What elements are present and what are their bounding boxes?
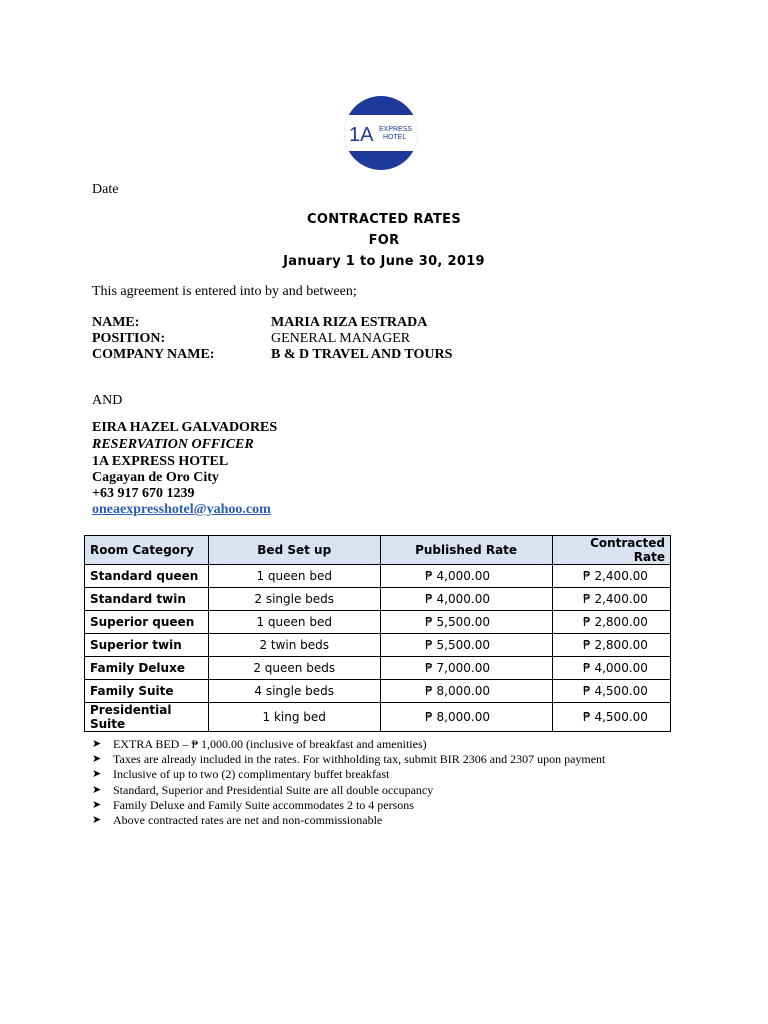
arrowhead-bullet-icon: ➤ [92,783,102,796]
bed-setup-cell: 1 king bed [208,703,380,732]
table-row [85,680,671,703]
currency-symbol: ₱ [583,710,591,724]
agreement-intro: This agreement is entered into by and between; [92,284,357,299]
currency-amount [583,592,665,606]
contracted-rate-cell [552,611,671,634]
currency-symbol: ₱ [583,569,591,583]
note-text: Inclusive of up to two (2) complimentary buffet breakfast [113,767,390,782]
currency-symbol: ₱ [583,615,591,629]
room-category-cell: Family Suite [85,680,209,703]
room-category-cell: Standard twin [85,588,209,611]
bed-setup-cell: 1 queen bed [208,565,380,588]
party2-position: RESERVATION OFFICER [92,437,254,452]
published-rate-cell [380,588,552,611]
amount-value: 2,800.00 [594,615,648,629]
note-item [92,737,605,752]
amount-value: 2,400.00 [594,569,648,583]
rates-header-row [85,536,671,565]
currency-amount [583,710,665,724]
amount-value: 4,000.00 [436,592,490,606]
contracted-rate-cell [552,565,671,588]
amount-value: 2,800.00 [594,638,648,652]
document-title: CONTRACTED RATES [307,212,461,227]
published-rate-cell [380,565,552,588]
currency-amount [425,684,507,698]
arrowhead-bullet-icon: ➤ [92,738,102,750]
bed-setup-cell: 4 single beds [208,680,380,703]
party2-email-link[interactable]: oneaexpresshotel@yahoo.com [92,502,271,517]
amount-value: 2,400.00 [594,592,648,606]
contracted-rate-cell [552,703,671,732]
party2-hotel: 1A EXPRESS HOTEL [92,454,229,469]
currency-symbol: ₱ [425,638,433,652]
note-text: Taxes are already included in the rates. For withholding tax, submit BIR 2306 and 2307 upon payment [113,752,606,767]
currency-symbol: ₱ [583,684,591,698]
amount-value: 8,000.00 [436,684,490,698]
currency-symbol: ₱ [425,615,433,629]
header-contracted-rate: Contracted Rate [552,536,671,565]
table-row [85,565,671,588]
note-item [92,752,605,767]
currency-amount [425,569,507,583]
note-item [92,813,605,828]
position-label: POSITION: [92,331,166,346]
note-item [92,783,605,798]
party2-city: Cagayan de Oro City [92,470,219,485]
company-label: COMPANY NAME: [92,347,215,362]
arrowhead-bullet-icon: ➤ [92,798,102,811]
currency-amount [583,615,665,629]
note-item [92,798,605,813]
name-value: MARIA RIZA ESTRADA [271,315,428,330]
company-value: B & D TRAVEL AND TOURS [271,347,453,362]
room-category-cell: Superior twin [85,634,209,657]
room-category-cell: Standard queen [85,565,209,588]
amount-value: 5,500.00 [436,638,490,652]
currency-symbol: ₱ [425,661,433,675]
note-text: Family Deluxe and Family Suite accommodates 2 to 4 persons [113,797,414,812]
currency-symbol: ₱ [583,592,591,606]
currency-amount [583,638,665,652]
bed-setup-cell: 1 queen bed [208,611,380,634]
currency-amount [425,661,507,675]
rates-table [84,535,671,732]
currency-amount [583,569,665,583]
arrowhead-bullet-icon: ➤ [92,753,102,766]
contracted-rate-cell [552,680,671,703]
amount-value: 4,000.00 [594,661,648,675]
currency-symbol: ₱ [425,710,433,724]
header-bed-setup: Bed Set up [208,536,380,565]
amount-value: 4,500.00 [594,710,648,724]
room-category-cell: Superior queen [85,611,209,634]
amount-value: 5,500.00 [436,615,490,629]
published-rate-cell [380,634,552,657]
currency-amount [425,615,507,629]
document-title-for: FOR [368,233,400,248]
arrowhead-bullet-icon: ➤ [92,814,102,827]
name-label: NAME: [92,315,140,330]
amount-value: 4,500.00 [594,684,648,698]
currency-symbol: ₱ [425,592,433,606]
position-value: GENERAL MANAGER [271,331,411,346]
table-row [85,703,671,732]
published-rate-cell [380,657,552,680]
arrowhead-bullet-icon: ➤ [92,768,102,781]
currency-amount [583,661,665,675]
party2-phone: +63 917 670 1239 [92,486,195,501]
logo-line1: EXPRESS [379,126,413,133]
and-separator: AND [92,393,123,408]
currency-symbol: ₱ [425,684,433,698]
party2-name: EIRA HAZEL GALVADORES [92,420,278,435]
currency-amount [583,684,665,698]
currency-amount [425,710,507,724]
bed-setup-cell: 2 single beds [208,588,380,611]
header-room-category: Room Category [85,536,209,565]
hotel-logo [343,96,419,170]
logo-number: 1A [349,124,374,146]
published-rate-cell [380,703,552,732]
published-rate-cell [380,611,552,634]
logo-line2: HOTEL [383,134,407,141]
note-item [92,767,605,782]
note-text: Above contracted rates are net and non-commissionable [113,813,383,828]
contracted-rate-cell [552,657,671,680]
table-row [85,657,671,680]
table-row [85,611,671,634]
note-text: EXTRA BED – ₱ 1,000.00 (inclusive of breakfast and amenities) [113,737,427,751]
bed-setup-cell: 2 twin beds [208,634,380,657]
table-row [85,634,671,657]
room-category-cell: Family Deluxe [85,657,209,680]
note-text: Standard, Superior and Presidential Suite are all double occupancy [113,782,434,797]
currency-amount [425,592,507,606]
currency-symbol: ₱ [583,661,591,675]
contracted-rate-cell [552,588,671,611]
amount-value: 4,000.00 [436,569,490,583]
bed-setup-cell: 2 queen beds [208,657,380,680]
table-row [85,588,671,611]
header-published-rate: Published Rate [380,536,552,565]
currency-symbol: ₱ [583,638,591,652]
currency-amount [425,638,507,652]
currency-symbol: ₱ [425,569,433,583]
contracted-rate-cell [552,634,671,657]
published-rate-cell [380,680,552,703]
date-label: Date [92,182,119,197]
notes-list [92,737,605,828]
room-category-cell: Presidential Suite [85,703,209,732]
document-period: January 1 to June 30, 2019 [283,254,485,269]
amount-value: 7,000.00 [436,661,490,675]
amount-value: 8,000.00 [436,710,490,724]
